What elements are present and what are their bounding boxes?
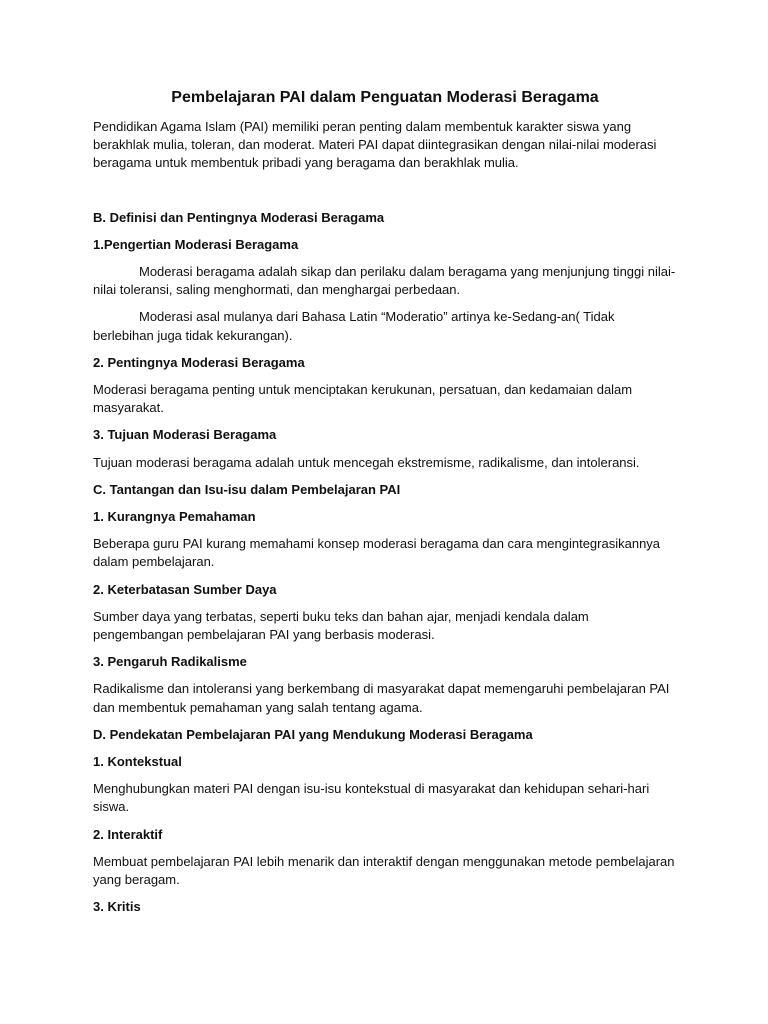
section-c-sub1-paragraph: Beberapa guru PAI kurang memahami konsep moderasi beragama dan cara mengintegrasikannya dalam pembelajaran. <box>93 536 661 570</box>
intro-paragraph: Pendidikan Agama Islam (PAI) memiliki peran penting dalam membentuk karakter siswa yang berakhlak mulia, toleran, dan moderat. Materi PAI dapat diintegrasikan dengan nilai-nilai moderasi beragama untuk membentuk pribadi yang beragama dan berakhlak mulia. <box>93 119 657 171</box>
section-b-sub1-paragraph-1: Moderasi beragama adalah sikap dan perilaku dalam beragama yang menjunjung tinggi nilai-nilai toleransi, saling menghormati, dan menghargai perbedaan. <box>93 264 676 298</box>
section-c-sub1-heading: 1. Kurangnya Pemahaman <box>93 509 256 525</box>
section-b-sub1-paragraph-2: Moderasi asal mulanya dari Bahasa Latin “Moderatio” artinya ke-Sedang-an( Tidak berlebihan juga tidak kekurangan). <box>93 309 615 343</box>
section-d-sub1-heading: 1. Kontekstual <box>93 754 182 770</box>
section-b-sub3-heading: 3. Tujuan Moderasi Beragama <box>93 427 277 443</box>
document-body <box>93 88 677 926</box>
section-d-heading: D. Pendekatan Pembelajaran PAI yang Mendukung Moderasi Beragama <box>93 726 533 742</box>
section-d-sub3-heading: 3. Kritis <box>93 899 141 915</box>
section-d-sub2-heading: 2. Interaktif <box>93 826 163 842</box>
section-b-heading: B. Definisi dan Pentingnya Moderasi Beragama <box>93 209 385 225</box>
document-title: Pembelajaran PAI dalam Penguatan Moderasi Beragama <box>171 89 599 106</box>
section-d-sub2-paragraph: Membuat pembelajaran PAI lebih menarik dan interaktif dengan menggunakan metode pembelajaran yang beragam. <box>93 853 675 888</box>
section-b-sub3-paragraph: Tujuan moderasi beragama adalah untuk mencegah ekstremisme, radikalisme, dan intoleransi. <box>93 454 640 470</box>
blank-line <box>93 182 677 209</box>
section-c-sub2-heading: 2. Keterbatasan Sumber Daya <box>93 581 277 597</box>
section-c-sub2-paragraph: Sumber daya yang terbatas, seperti buku teks dan bahan ajar, menjadi kendala dalam pengembangan pembelajaran PAI yang berbasis moderasi. <box>93 608 589 643</box>
section-d-sub1-paragraph: Menghubungkan materi PAI dengan isu-isu kontekstual di masyarakat dan kehidupan sehari-hari siswa. <box>93 781 650 815</box>
section-b-sub1-heading: 1.Pengertian Moderasi Beragama <box>93 236 299 252</box>
section-c-sub3-paragraph: Radikalisme dan intoleransi yang berkembang di masyarakat dapat memengaruhi pembelajaran PAI dan membentuk pemahaman yang salah tentang agama. <box>93 681 670 715</box>
section-b-sub2-paragraph: Moderasi beragama penting untuk menciptakan kerukunan, persatuan, dan kedamaian dalam masyarakat. <box>93 382 633 416</box>
section-b-sub2-heading: 2. Pentingnya Moderasi Beragama <box>93 354 305 370</box>
section-c-sub3-heading: 3. Pengaruh Radikalisme <box>93 654 247 670</box>
section-c-heading: C. Tantangan dan Isu-isu dalam Pembelajaran PAI <box>93 481 401 497</box>
